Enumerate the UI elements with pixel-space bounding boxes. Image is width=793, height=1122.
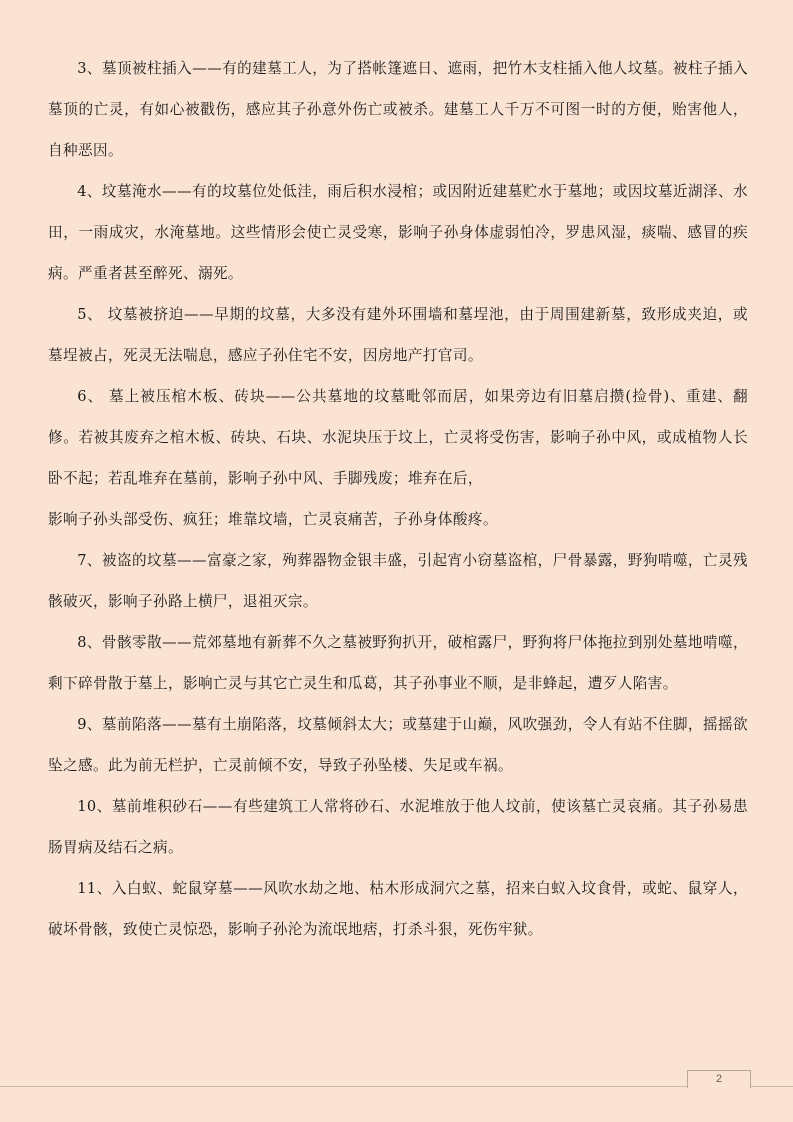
paragraph-10: 10、墓前堆积砂石——有些建筑工人常将砂石、水泥堆放于他人坟前，使该墓亡灵哀痛。其子孙易患肠胃病及结石之病。	[48, 798, 748, 856]
paragraph-7: 7、被盗的坟墓——富豪之家，殉葬器物金银丰盛，引起宵小窃墓盗棺，尸骨暴露，野狗啃噬，亡灵残骸破灭，影响子孙路上横尸，退祖灭宗。	[48, 552, 748, 610]
footer-divider	[0, 1086, 793, 1087]
page-number-tab	[687, 1070, 751, 1088]
paragraph-4: 4、坟墓淹水——有的坟墓位处低洼，雨后积水浸棺；或因附近建墓贮水于墓地；或因坟墓近湖泽、水田，一雨成灾，水淹墓地。这些情形会使亡灵受寒，影响子孙身体虚弱怕冷，罗患风湿，痰喘、感冒的疾病。严重者甚至醉死、溺死。	[48, 183, 748, 282]
page-number: 2	[715, 1073, 723, 1085]
document-body	[48, 48, 748, 950]
paragraph-9: 9、墓前陷落——墓有土崩陷落，坟墓倾斜太大；或墓建于山巅，风吹强劲，令人有站不住脚，摇摇欲坠之感。此为前无栏护，亡灵前倾不安，导致子孙坠楼、失足或车祸。	[48, 716, 748, 774]
paragraph-11: 11、入白蚁、蛇鼠穿墓——风吹水劫之地、枯木形成洞穴之墓，招来白蚁入坟食骨，或蛇、鼠穿人，破坏骨骸，致使亡灵惊恐，影响子孙沦为流氓地痞，打杀斗狠，死伤牢狱。	[48, 880, 748, 938]
paragraph-3: 3、墓顶被柱插入——有的建墓工人，为了搭帐篷遮日、遮雨，把竹木支柱插入他人坟墓。被柱子插入墓顶的亡灵，有如心被戳伤，感应其子孙意外伤亡或被杀。建墓工人千万不可图一时的方便，贻害他人，自种恶因。	[48, 60, 748, 159]
paragraph-5: 5、 坟墓被挤迫——早期的坟墓，大多没有建外环围墙和墓埕池，由于周围建新墓，致形成夹迫，或墓埕被占，死灵无法喘息，感应子孙住宅不安，因房地产打官司。	[48, 306, 748, 364]
paragraph-6: 6、 墓上被压棺木板、砖块——公共墓地的坟墓毗邻而居，如果旁边有旧墓启攒(捡骨)、重建、翻修。若被其废弃之棺木板、砖块、石块、水泥块压于坟上，亡灵将受伤害，影响子孙中风，或成植物人长卧不起；若乱堆弃在墓前，影响子孙中风、手脚残废；堆弃在后，	[48, 388, 748, 487]
paragraph-6-continued: 影响子孙头部受伤、疯狂；堆靠坟墙，亡灵哀痛苦，子孙身体酸疼。	[48, 511, 498, 528]
paragraph-8: 8、骨骸零散——荒郊墓地有新葬不久之墓被野狗扒开，破棺露尸，野狗将尸体拖拉到别处墓地啃噬，剩下碎骨散于墓上，影响亡灵与其它亡灵生和瓜葛，其子孙事业不顺，是非蜂起，遭歹人陷害。	[48, 634, 748, 692]
